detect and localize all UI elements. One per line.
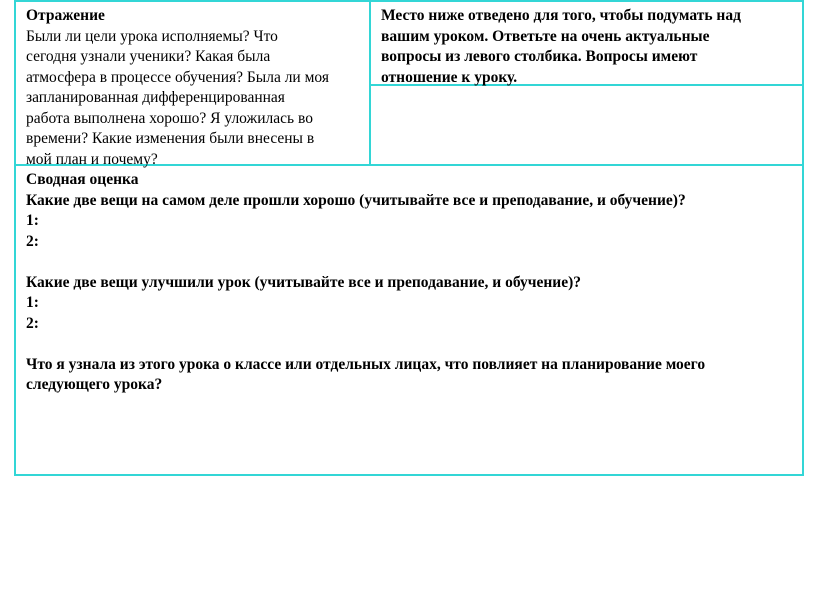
summary-title: Сводная оценка — [26, 171, 139, 188]
space-note-line: Место ниже отведено для того, чтобы подумать над — [381, 7, 741, 24]
summary-question-2: Какие две вещи улучшили урок (учитывайте все и преподавание, и обучение)? — [26, 273, 582, 291]
summary-cell — [16, 166, 802, 474]
reflection-line: Были ли цели урока исполняемы? Что — [26, 27, 278, 45]
space-note-cell — [371, 2, 802, 86]
reflection-table — [14, 0, 804, 476]
space-note-line: отношение к уроку. — [381, 68, 518, 86]
reflection-title: Отражение — [26, 7, 105, 24]
reflection-line: атмосфера в процессе обучения? Была ли моя — [26, 68, 329, 86]
answer-cell[interactable] — [371, 86, 802, 166]
reflection-cell — [16, 2, 371, 166]
answer-label: 1: — [26, 294, 39, 311]
space-note-line: вопросы из левого столбика. Вопросы имеют — [381, 48, 698, 65]
reflection-line: запланированная дифференцированная — [26, 89, 285, 106]
space-note-line: вашим уроком. Ответьте на очень актуальные — [381, 27, 710, 45]
summary-question-1: Какие две вещи на самом деле прошли хорошо (учитывайте все и преподавание, и обучение)? — [26, 191, 686, 209]
summary-question-3-line: Что я узнала из этого урока о классе или отдельных лицах, что повлияет на планирование моего — [26, 355, 706, 373]
reflection-line: работа выполнена хорошо? Я уложилась во — [26, 109, 313, 127]
reflection-line: мой план и почему? — [26, 150, 158, 168]
answer-label: 2: — [26, 232, 39, 250]
reflection-line: времени? Какие изменения были внесены в — [26, 130, 315, 147]
reflection-line: сегодня узнали ученики? Какая была — [26, 48, 271, 65]
answer-label: 2: — [26, 314, 39, 332]
answer-label: 1: — [26, 212, 39, 229]
summary-question-3-line: следующего урока? — [26, 376, 163, 393]
